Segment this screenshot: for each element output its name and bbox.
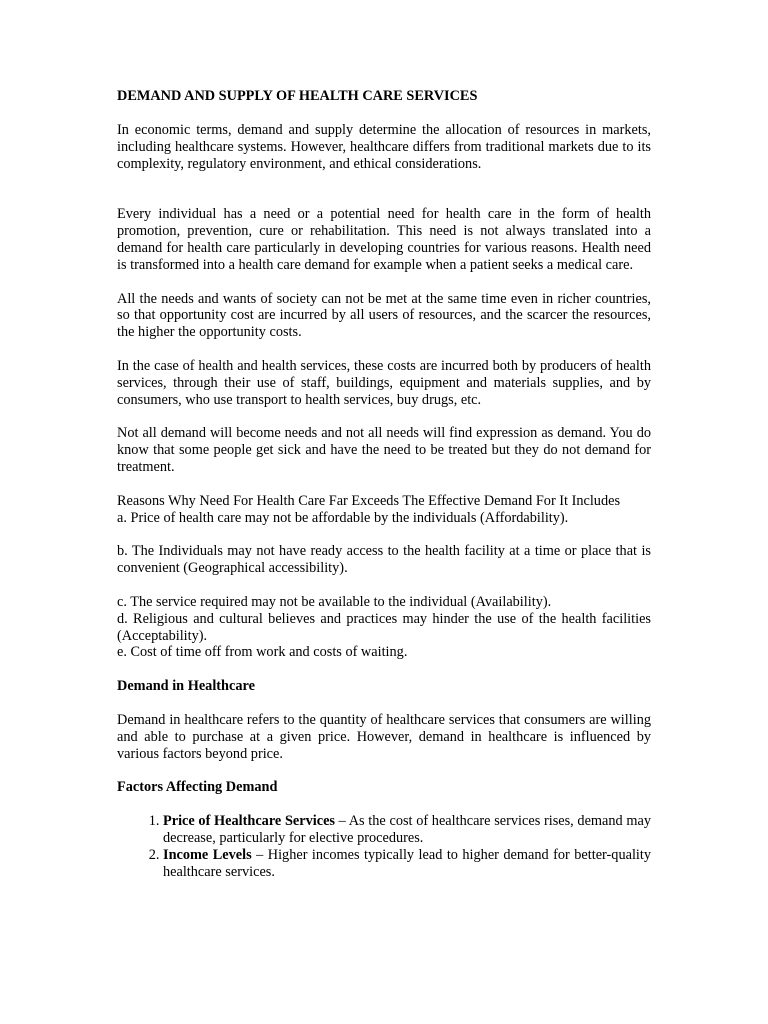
reason-a: a. Price of health care may not be affordable by the individuals (Affordability). (117, 509, 569, 526)
demand-heading: Demand in Healthcare (117, 678, 255, 695)
paragraph-reasons-heading: Reasons Why Need For Health Care Far Exceeds The Effective Demand For It Includes (117, 492, 621, 509)
document-title: DEMAND AND SUPPLY OF HEALTH CARE SERVICES (117, 88, 478, 104)
factors-list (117, 813, 651, 880)
factor-term: Income Levels (163, 846, 252, 863)
factor-text: – Higher incomes typically lead to higher demand for better-quality healthcare services. (163, 846, 652, 880)
list-item (163, 847, 651, 881)
reason-e: e. Cost of time off from work and costs of waiting. (117, 644, 408, 661)
paragraph-intro: In economic terms, demand and supply determine the allocation of resources in markets, including healthcare systems. However, healthcare differs from traditional markets due to its complexity, regulatory environment, and ethical considerations. (117, 122, 651, 172)
factor-term: Price of Healthcare Services (163, 813, 335, 830)
reason-c: c. The service required may not be available to the individual (Availability). (117, 593, 552, 610)
paragraph-opportunity-cost: All the needs and wants of society can not be met at the same time even in richer countries, so that opportunity cost are incurred by all users of resources, and the scarcer the resources, the higher the opportunity costs. (117, 290, 651, 341)
list-item (163, 813, 651, 847)
paragraph-costs-incurred: In the case of health and health services, these costs are incurred both by producers of health services, through their use of staff, buildings, equipment and materials supplies, and by consumers, who use transport to health services, buy drugs, etc. (117, 357, 651, 408)
paragraph-demand-needs: Not all demand will become needs and not all needs will find expression as demand. You do know that some people get sick and have the need to be treated but they do not demand for treatment. (117, 425, 651, 475)
reason-b: b. The Individuals may not have ready access to the health facility at a time or place that is convenient (Geographical accessibility). (117, 543, 651, 577)
demand-paragraph: Demand in healthcare refers to the quantity of healthcare services that consumers are willing and able to purchase at a given price. However, demand in healthcare is influenced by various factors beyond price. (117, 711, 651, 762)
factors-heading: Factors Affecting Demand (117, 779, 278, 796)
factor-text: – As the cost of healthcare services rises, demand may decrease, particularly for elective procedures. (163, 813, 651, 846)
reason-d: d. Religious and cultural believes and practices may hinder the use of the health facilities (Acceptability). (117, 610, 651, 644)
paragraph-need: Every individual has a need or a potential need for health care in the form of health promotion, prevention, cure or rehabilitation. This need is not always translated into a demand for health care particularly in developing countries for various reasons. Health need is transformed into a health care demand for example when a patient seeks a medical care. (117, 206, 651, 273)
